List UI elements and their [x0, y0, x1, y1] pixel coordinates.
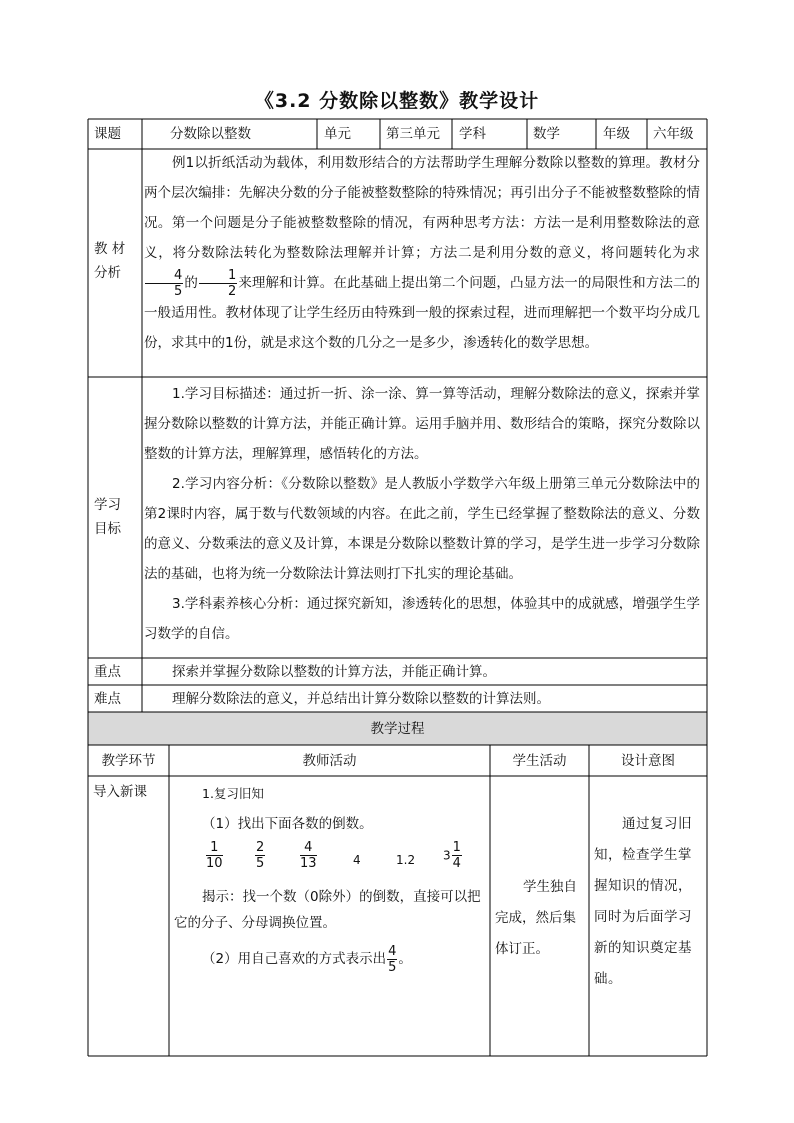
objective-item-1: 1.学习目标描述：通过折一折、涂一涂、算一算等活动，理解分数除法的意义，探索并掌握分数除以整数的计算方法，并能正确计算。运用手脑并用、数形结合的策略，探究分数除以整数的计算方法，理解算理，感悟转化的方法。 — [144, 386, 700, 462]
question-2-text: （2）用自己喜欢的方式表示出 — [202, 950, 387, 967]
grade-value: 六年级 — [653, 126, 694, 142]
fraction-numerator: 4 — [145, 269, 183, 284]
student-activity: 学生独自完成，然后集体订正。 — [495, 879, 577, 957]
review-step: 1.复习旧知 — [202, 786, 264, 801]
fraction-denominator: 5 — [174, 283, 183, 299]
analysis-text-part1: 例1以折纸活动为载体，利用数形结合的方法帮助学生理解分数除以整数的算理。教材分两个层次编排：先解决分数的分子能被整数整除的特殊情况；再引出分子不能被整数整除的情况。第一个问题是分子能被整数整除的情况，有两种思考方法：方法一是利用整数除法的意义，将分数除法转化为整数除法理解并计算；方法二是利用分数的意义，将问题转化为求 — [144, 155, 700, 261]
unit-label: 单元 — [324, 126, 351, 142]
number-frac-2 — [254, 841, 266, 870]
mixed-whole: 3 — [443, 848, 451, 863]
header-student: 学生活动 — [512, 753, 567, 769]
objectives-text — [144, 379, 700, 649]
analysis-label — [94, 240, 125, 282]
analysis-label-line2: 分析 — [94, 265, 121, 281]
number-frac-3 — [299, 841, 318, 870]
fraction-numerator: 4 — [300, 841, 317, 856]
fraction-numerator: 4 — [388, 944, 397, 959]
fraction-numerator: 1 — [199, 269, 237, 284]
fraction-one-half — [199, 269, 237, 298]
fraction-four-fifths — [145, 269, 183, 298]
analysis-text-part3: 来理解和计算。在此基础上提出第二个问题，凸显方法一的局限性和方法二的一般适用性。教材体现了让学生经历由特殊到一般的探索过程，进而理解把一个数平均分成几份，求其中的1份，就是求这个数的几分之一是多少，渗透转化的数学思想。 — [144, 275, 701, 351]
objectives-label-line1: 学习 — [94, 497, 121, 513]
question-2 — [202, 945, 412, 974]
page-title: 《3.2 分数除以整数》教学设计 — [254, 90, 540, 112]
header-intent: 设计意图 — [621, 753, 675, 769]
course-label: 课题 — [94, 126, 121, 142]
question-2-end: 。 — [398, 950, 412, 967]
analysis-text — [144, 148, 700, 358]
question-1: （1）找出下面各数的倒数。 — [202, 816, 373, 832]
objective-item-3: 3.学科素养核心分析：通过探究新知，渗透转化的思想，体验其中的成就感，增强学生学习数学的自信。 — [144, 596, 700, 642]
reveal-text: 揭示：找一个数（0除外）的倒数，直接可以把它的分子、分母调换位置。 — [174, 889, 481, 931]
fraction-denominator: 2 — [227, 283, 237, 299]
difficulty-text: 理解分数除法的意义，并总结出计算分数除以整数的计算法则。 — [172, 691, 550, 707]
fraction-denominator: 5 — [388, 960, 397, 975]
analysis-label-line1: 教 材 — [94, 241, 126, 257]
fraction-numerator: 1 — [452, 840, 461, 855]
objectives-label-line2: 目标 — [94, 521, 121, 537]
header-stage: 教学环节 — [101, 753, 156, 769]
fraction-denominator: 13 — [300, 856, 317, 871]
objective-item-2: 2.学习内容分析：《分数除以整数》是人教版小学数学六年级上册第三单元分数除法中的第2课时内容，属于数与代数领域的内容。在此之前，学生已经掌握了整数除法的意义、分数的意义、分数乘法的意义及计算，本课是分数除以整数计算的学习，是学生进一步学习分数除法的基础，也将为统一分数除法计算法则打下扎实的理论基础。 — [144, 476, 700, 582]
stage-name: 导入新课 — [93, 784, 147, 800]
process-title: 教学过程 — [370, 721, 425, 737]
design-intent: 通过复习旧知，检查学生掌握知识的情况，同时为后面学习新的知识奠定基础。 — [594, 816, 692, 987]
fraction-denominator: 10 — [206, 856, 223, 871]
course-value: 分数除以整数 — [170, 126, 251, 142]
fraction-denominator: 4 — [452, 856, 461, 871]
analysis-text-part2: 的 — [184, 275, 198, 291]
key-point-text: 探索并掌握分数除以整数的计算方法，并能正确计算。 — [172, 664, 496, 680]
key-point-label: 重点 — [94, 664, 121, 680]
grade-label: 年级 — [603, 126, 630, 142]
number-frac-1 — [205, 841, 224, 870]
fraction-denominator: 5 — [256, 856, 265, 871]
objectives-label — [94, 496, 121, 538]
number-mixed — [443, 841, 463, 870]
subject-label: 学科 — [459, 126, 486, 142]
fraction-numerator: 1 — [206, 841, 223, 856]
header-teacher: 教师活动 — [302, 753, 357, 769]
subject-value: 数学 — [533, 126, 560, 142]
difficulty-label: 难点 — [94, 691, 121, 707]
number-four: 4 — [353, 853, 361, 867]
fraction-numerator: 2 — [256, 840, 265, 855]
unit-value: 第三单元 — [386, 126, 440, 142]
number-one-point-two: 1.2 — [396, 853, 416, 867]
